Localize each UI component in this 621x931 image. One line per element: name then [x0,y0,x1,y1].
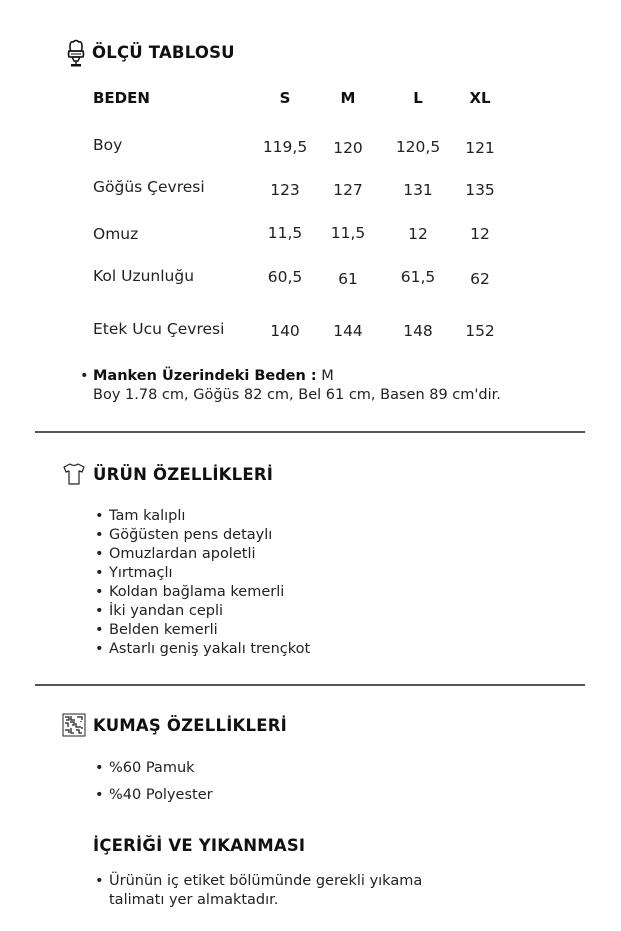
list-item [95,584,284,600]
list-item [95,641,310,657]
cell-l: 131 [403,181,433,199]
fabric-features-title: KUMAŞ ÖZELLİKLERİ [93,716,287,735]
list-item [95,508,185,524]
row-label: Boy [93,136,123,154]
cell-m: 127 [333,181,363,199]
list-item-text: %40 Polyester [109,787,213,803]
care-title: İÇERİĞİ VE YIKANMASI [93,836,306,855]
mannequin-icon [64,38,88,68]
size-header-s: S [279,89,291,107]
list-item [95,760,195,776]
cell-l: 61,5 [400,268,436,286]
model-size-value: M [321,368,334,384]
list-item-text: Belden kemerli [109,622,218,638]
list-item-text: İki yandan cepli [109,603,224,619]
bullet: • [95,622,104,638]
list-item-text: Tam kalıplı [109,508,186,524]
bullet: • [95,565,104,581]
bullet: • [95,508,104,524]
list-item [95,787,213,803]
list-item-text: %60 Pamuk [109,760,195,776]
cell-l: 12 [408,225,428,243]
cell-m: 120 [333,139,363,157]
cell-s: 119,5 [262,138,308,156]
cell-s: 11,5 [267,224,303,242]
cell-xl: 135 [465,181,495,199]
list-item-continuation: talimatı yer almaktadır. [109,892,279,908]
size-header-xl: XL [469,89,491,107]
size-header-label: BEDEN [93,89,150,107]
list-item [95,873,422,889]
cell-m: 144 [333,322,363,340]
cell-xl: 152 [465,322,495,340]
cell-m: 61 [338,270,358,288]
bullet: • [95,760,104,776]
cell-xl: 121 [465,139,495,157]
model-measurements: Boy 1.78 cm, Göğüs 82 cm, Bel 61 cm, Basen 89 cm'dir. [93,387,501,403]
row-label: Omuz [93,225,139,243]
list-item-text: Ürünün iç etiket bölümünde gerekli yıkama [109,873,423,889]
list-item [95,527,272,543]
list-item-text: Omuzlardan apoletli [109,546,256,562]
bullet: • [95,527,104,543]
cell-xl: 62 [470,270,490,288]
list-item [95,565,173,581]
row-label: Etek Ucu Çevresi [93,320,225,338]
model-size-note [80,368,334,384]
cell-s: 60,5 [267,268,303,286]
fabric-texture-icon [62,713,86,737]
row-label: Kol Uzunluğu [93,267,195,285]
size-header-l: L [413,89,423,107]
cell-m: 11,5 [330,224,366,242]
model-size-label: Manken Üzerindeki Beden : [93,368,317,384]
divider [35,431,585,433]
cell-s: 123 [270,181,300,199]
bullet: • [95,584,104,600]
list-item [95,546,256,562]
cell-xl: 12 [470,225,490,243]
bullet: • [80,368,89,384]
list-item [95,622,218,638]
row-label: Göğüs Çevresi [93,178,205,196]
bullet: • [95,787,104,803]
product-features-title: ÜRÜN ÖZELLİKLERİ [93,465,274,484]
bullet: • [95,603,104,619]
list-item [95,603,223,619]
list-item-text: Yırtmaçlı [109,565,173,581]
cell-l: 148 [403,322,433,340]
list-item-text: Astarlı geniş yakalı trençkot [109,641,311,657]
bullet: • [95,873,104,889]
list-item-text: Göğüsten pens detaylı [109,527,273,543]
size-header-m: M [340,89,356,107]
bullet: • [95,546,104,562]
size-table-title: ÖLÇÜ TABLOSU [92,43,235,62]
bullet: • [95,641,104,657]
divider [35,684,585,686]
list-item-text: Koldan bağlama kemerli [109,584,285,600]
tshirt-icon [62,462,86,486]
cell-l: 120,5 [395,138,441,156]
cell-s: 140 [270,322,300,340]
